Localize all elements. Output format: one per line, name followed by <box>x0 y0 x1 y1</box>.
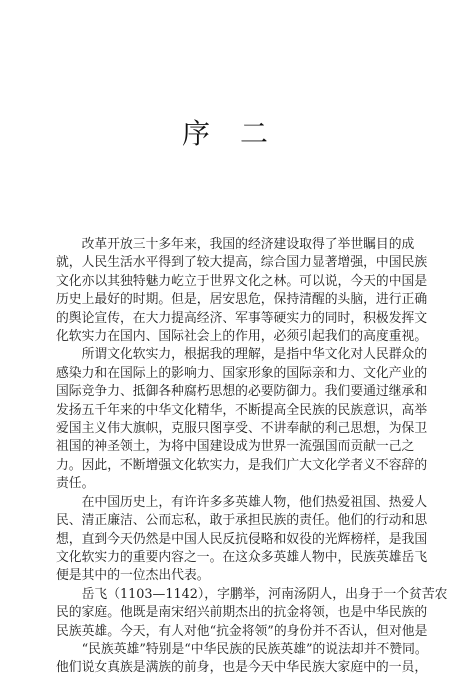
paragraph-line: 在中国历史上，有许许多多英雄人物，他们热爱祖国、热爱人 <box>81 494 428 510</box>
paragraph-line: 感染力和在国际上的影响力、国家形象的国际亲和力、文化产业的 <box>56 365 428 381</box>
paragraph-line: 所谓文化软实力，根据我的理解，是指中华文化对人民群众的 <box>81 347 428 363</box>
paragraph-line: 发扬五千年来的中华文化精华，不断提高全民族的民族意识，高举 <box>56 402 428 418</box>
paragraph-4 <box>56 586 448 678</box>
paragraph-line: 化软实力在国内、国际社会上的作用，必须引起我们的高度重视。 <box>56 329 428 345</box>
paragraph-3 <box>56 494 428 586</box>
page-title-char-2: 二 <box>240 117 269 150</box>
paragraph-line: 改革开放三十多年来，我国的经济建设取得了举世瞩目的成 <box>81 237 415 252</box>
paragraph-line: 祖国的神圣领土，为将中国建设成为世界一流强国而贡献一己之 <box>56 439 415 455</box>
paragraph-1 <box>56 236 428 346</box>
paragraph-line: 民的家庭。他既是南宋绍兴前期杰出的抗金将领，也是中华民族的 <box>56 605 428 621</box>
paragraph-line: 文化软实力的重要内容之一。在这众多英雄人物中，民族英雄岳飞 <box>56 549 428 565</box>
paragraph-line: 就，人民生活水平得到了较大提高，综合国力显著增强，中国民族 <box>56 255 428 271</box>
paragraph-line: 爱国主义伟大旗帜，克服只图享受、不讲奉献的利己思想，为保卫 <box>56 421 428 437</box>
paragraph-line: 的舆论宣传，在大力提高经济、军事等硬实力的同时，积极发挥文 <box>56 310 428 326</box>
paragraph-line: 想，直到今天仍然是中国人民反抗侵略和奴役的光辉榜样，是我国 <box>56 531 428 547</box>
page-title-char-1: 序 <box>181 117 210 150</box>
body-text <box>56 236 448 678</box>
paragraph-line: 国际竞争力、抵御各种腐朽思想的必要防御力。我们要通过继承和 <box>56 384 428 400</box>
paragraph-2 <box>56 346 428 493</box>
paragraph-line: 他们说女真族是满族的前身，也是今天中华民族大家庭中的一员， <box>56 660 428 676</box>
paragraph-line: 力。因此，不断增强文化软实力，是我们广大文化学者义不容辞的 <box>56 457 428 473</box>
paragraph-line: 历史上最好的时期。但是，居安思危，保持清醒的头脑，进行正确 <box>56 292 428 308</box>
paragraph-line: 责任。 <box>56 476 95 492</box>
paragraph-line: 便是其中的一位杰出代表。 <box>56 568 210 584</box>
paragraph-line: 岳飞（1103—1142），字鹏举，河南汤阴人，出身于一个贫苦农 <box>81 586 448 602</box>
paragraph-line: 民族英雄。今天，有人对他“抗金将领”的身份并不否认，但对他是 <box>56 623 428 639</box>
paragraph-line: 文化亦以其独特魅力屹立于世界文化之林。可以说，今天的中国是 <box>56 273 428 289</box>
page-title <box>0 112 450 152</box>
paragraph-line: 民、清正廉洁、公而忘私，敢于承担民族的责任。他们的行动和思 <box>56 513 428 529</box>
paragraph-line: “民族英雄”特别是“中华民族的民族英雄”的说法却并不赞同。 <box>81 641 428 657</box>
